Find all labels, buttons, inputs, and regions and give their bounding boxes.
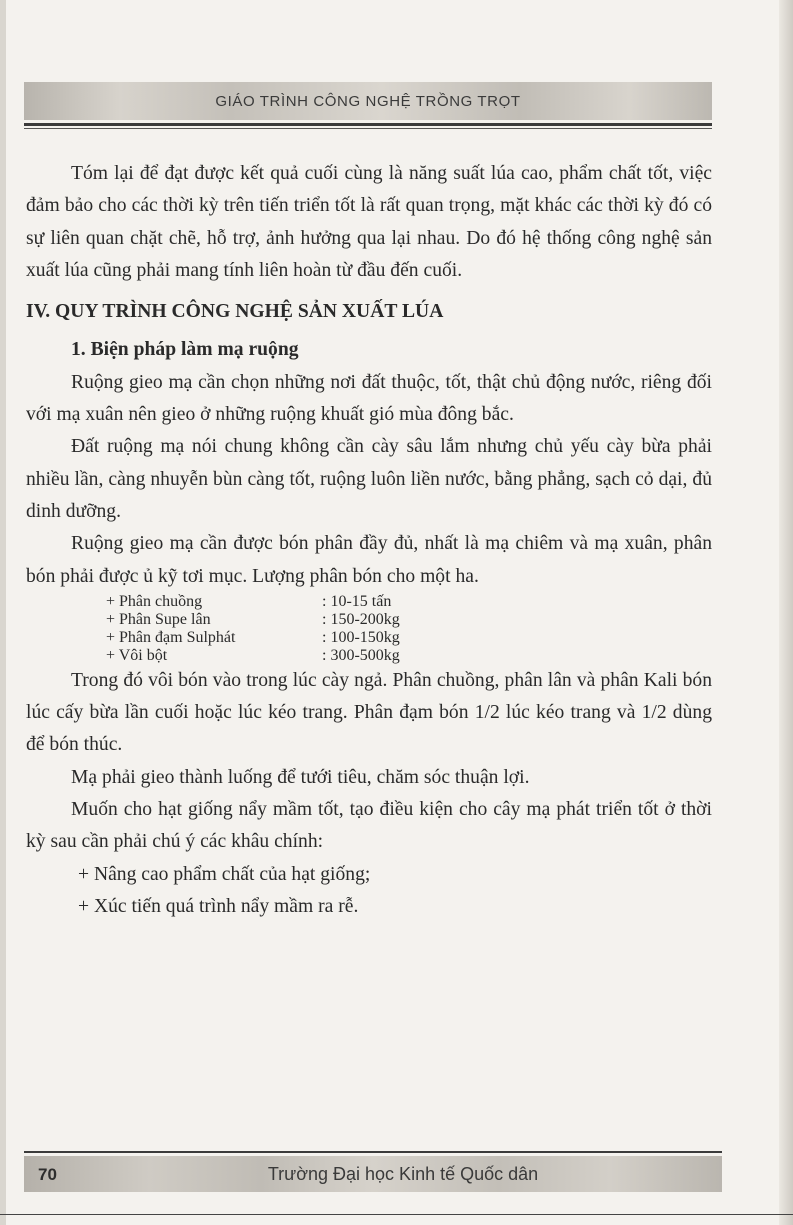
bullet-seed-quality: + Nâng cao phẩm chất của hạt giống;: [78, 863, 371, 885]
paragraph-seedbed-selection: Ruộng gieo mạ cần chọn những nơi đất thuộc, tốt, thật chủ động nước, riêng đối với mạ xuân nên gieo ở những ruộng khuất gió mùa đông bắc.: [26, 371, 712, 426]
fertilizer-amount: : 300-500kg: [322, 646, 400, 664]
fertilizer-row: [26, 593, 712, 611]
fertilizer-name: + Vôi bột: [106, 646, 168, 664]
header-rule: [24, 123, 712, 126]
fertilizer-amount: : 100-150kg: [322, 628, 400, 646]
fertilizer-name: + Phân chuồng: [106, 592, 203, 610]
page-number: 70: [38, 1165, 57, 1184]
intro-paragraph: Tóm lại để đạt được kết quả cuối cùng là năng suất lúa cao, phẩm chất tốt, việc đảm bảo cho các thời kỳ trên tiến triển tốt là rất quan trọng, mặt khác các thời kỳ đó có sự liên quan chặt chẽ, hỗ trợ, ảnh hưởng qua lại nhau. Do đó hệ thống công nghệ sản xuất lúa cũng phải mang tính liên hoàn từ đầu đến cuối.: [26, 163, 712, 281]
scan-bottom-line: [0, 1214, 793, 1215]
paragraph-germination: Muốn cho hạt giống nẩy mầm tốt, tạo điều kiện cho cây mạ phát triển tốt ở thời kỳ sau cần phải chú ý các khâu chính:: [26, 799, 712, 853]
paragraph-seedbed-rows: Mạ phải gieo thành luống để tưới tiêu, chăm sóc thuận lợi.: [71, 766, 530, 788]
section-heading: IV. QUY TRÌNH CÔNG NGHỆ SẢN XUẤT LÚA: [26, 301, 444, 323]
fertilizer-amount: : 150-200kg: [322, 610, 400, 628]
paragraph-fertilizer-intro: Ruộng gieo mạ cần được bón phân đầy đủ, nhất là mạ chiêm và mạ xuân, phân bón phải được ủ kỹ tơi mục. Lượng phân bón cho một ha.: [26, 533, 712, 587]
paragraph-soil-preparation: Đất ruộng mạ nói chung không cần cày sâu lắm nhưng chủ yếu cày bừa phải nhiều lần, càng nhuyễn bùn càng tốt, ruộng luôn liền nước, bằng phẳng, sạch cỏ dại, đủ dinh dưỡng.: [26, 436, 712, 522]
fertilizer-name: + Phân đạm Sulphát: [106, 628, 236, 646]
footer-rule: [24, 1151, 722, 1153]
running-header: [24, 82, 712, 120]
page-edge-left: [0, 0, 6, 1225]
subsection-heading: 1. Biện pháp làm mạ ruộng: [71, 339, 299, 361]
bullet-germination: + Xúc tiến quá trình nẩy mầm ra rễ.: [78, 895, 359, 917]
page-edge-right: [779, 0, 793, 1225]
fertilizer-row: [26, 611, 712, 629]
page-content: [26, 158, 712, 923]
running-header-title: GIÁO TRÌNH CÔNG NGHỆ TRỒNG TRỌT: [215, 93, 521, 110]
footer-title: Trường Đại học Kinh tế Quốc dân: [267, 1164, 539, 1184]
fertilizer-amount: : 10-15 tấn: [322, 592, 392, 610]
header-rule-thin: [24, 128, 712, 129]
paragraph-fertilizer-timing: Trong đó vôi bón vào trong lúc cày ngả. Phân chuồng, phân lân và phân Kali bón lúc cấy bừa lần cuối hoặc lúc kéo trang. Phân đạm bón 1/2 lúc kéo trang và 1/2 dùng để bón thúc.: [26, 669, 712, 756]
fertilizer-row: [26, 629, 712, 647]
fertilizer-name: + Phân Supe lân: [106, 610, 211, 628]
fertilizer-row: [26, 647, 712, 665]
running-footer: [24, 1156, 722, 1192]
